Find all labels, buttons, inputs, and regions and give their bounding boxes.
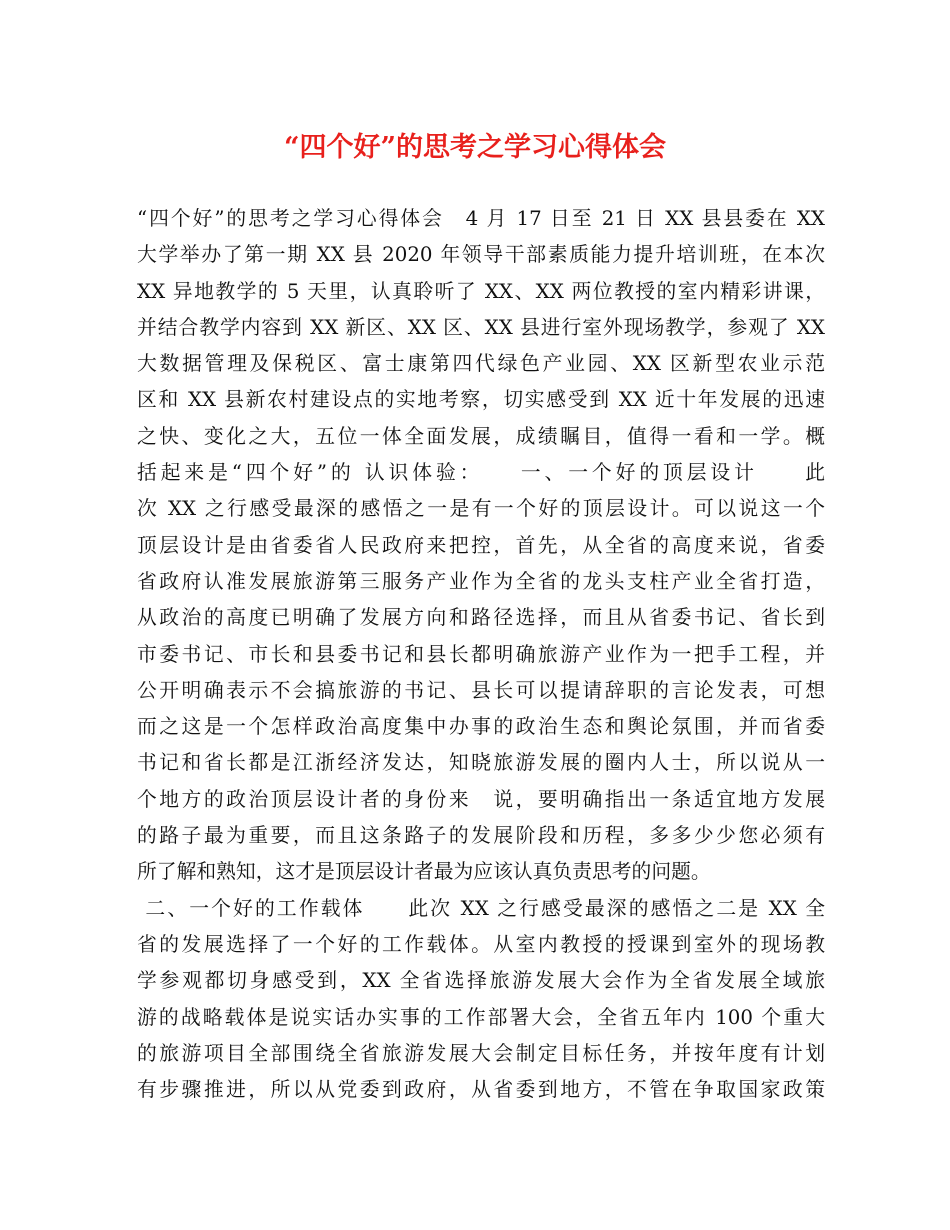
text-line: 次 XX 之行感受最深的感悟之一是有一个好的顶层设计。可以说这一个: [137, 497, 825, 521]
text-line: 并结合教学内容到 XX 新区、XX 区、XX 县进行室外现场教学，参观了 XX: [137, 315, 825, 339]
text-line: 学参观都切身感受到，XX 全省选择旅游发展大会作为全省发展全域旅: [137, 969, 825, 993]
text-line: “四个好”的思考之学习心得体会 4 月 17 日至 21 日 XX 县县委在 XX: [137, 207, 825, 230]
text-line: 有步骤推进，所以从党委到政府，从省委到地方，不管在争取国家政策: [137, 1078, 825, 1102]
text-line: 的路子最为重要，而且这条路子的发展阶段和历程，多多少少您必须有: [137, 824, 825, 848]
text-line: 省政府认准发展旅游第三服务产业作为全省的龙头支柱产业全省打造，: [137, 569, 825, 593]
document-body: [137, 201, 825, 1108]
text-line: 而之这是一个怎样政治高度集中办事的政治生态和舆论氛围，并而省委: [137, 715, 825, 739]
text-line: 大数据管理及保税区、富士康第四代绿色产业园、XX 区新型农业示范: [137, 352, 825, 376]
text-line: 二、一个好的工作载体 此次 XX 之行感受最深的感悟之二是 XX 全: [137, 896, 825, 920]
text-line: 的旅游项目全部围绕全省旅游发展大会制定目标任务，并按年度有计划: [137, 1041, 825, 1065]
text-line: 之快、变化之大，五位一体全面发展，成绩瞩目，值得一看和一学。概: [137, 424, 825, 448]
text-line: 个地方的政治顶层设计者的身份来 说，要明确指出一条适宜地方发展: [137, 787, 825, 811]
document-title: “四个好”的思考之学习心得体会: [283, 132, 667, 163]
text-line: 公开明确表示不会搞旅游的书记、县长可以提请辞职的言论发表，可想: [137, 678, 825, 702]
text-line: 大学举办了第一期 XX 县 2020 年领导干部素质能力提升培训班，在本次: [137, 243, 825, 267]
text-line: 书记和省长都是江浙经济发达，知晓旅游发展的圈内人士，所以说从一: [137, 751, 825, 775]
text-line: 从政治的高度已明确了发展方向和路径选择，而且从省委书记、省长到: [137, 606, 825, 630]
text-line: 区和 XX 县新农村建设点的实地考察，切实感受到 XX 近十年发展的迅速: [137, 388, 825, 412]
text-line: 省的发展选择了一个好的工作载体。从室内教授的授课到室外的现场教: [137, 932, 825, 956]
text-line: XX 异地教学的 5 天里，认真聆听了 XX、XX 两位教授的室内精彩讲课，: [137, 279, 825, 303]
text-line: 括起来是“四个好”的 认识体验： 一、一个好的顶层设计 此: [137, 461, 825, 485]
text-line: 市委书记、市长和县委书记和县长都明确旅游产业作为一把手工程，并: [137, 642, 825, 666]
text-line: 游的战略载体是说实话办实事的工作部署大会，全省五年内 100 个重大: [137, 1005, 825, 1029]
text-line: 顶层设计是由省委省人民政府来把控，首先，从全省的高度来说，省委: [137, 533, 825, 557]
text-line: 所了解和熟知，这才是顶层设计者最为应该认真负责思考的问题。: [137, 860, 711, 884]
